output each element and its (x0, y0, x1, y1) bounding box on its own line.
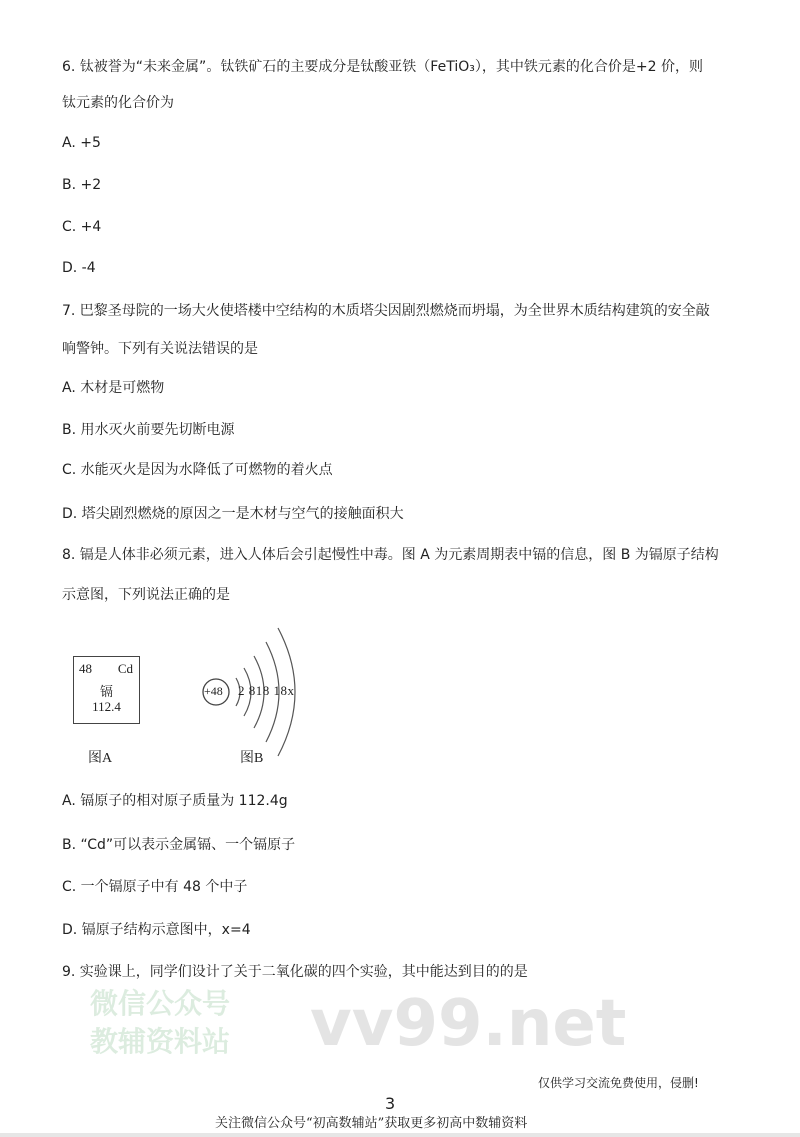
q8-option-b: B. “Cd”可以表示金属镉、一个镉原子 (62, 837, 296, 853)
q6-option-c: C. +4 (62, 219, 102, 235)
q8-option-a: A. 镉原子的相对原子质量为 112.4g (62, 793, 288, 809)
element-symbol: Cd (117, 661, 133, 676)
footer-promo: 关注微信公众号“初高数辅站”获取更多初高中数辅资料 (215, 1116, 528, 1131)
electron-shells: 2 818 18x (238, 683, 295, 698)
q6-option-a: A. +5 (62, 135, 101, 151)
page-number: 3 (385, 1094, 396, 1113)
q7-option-c: C. 水能灭火是因为水降低了可燃物的着火点 (62, 462, 333, 478)
q8-figures (60, 620, 320, 770)
atomic-number: 48 (79, 661, 92, 676)
q6-stem: 6. 钛被誉为“未来金属”。钛铁矿石的主要成分是钛酸亚铁（FeTiO₃），其中铁元素的化合价是+2 价，则 (62, 59, 703, 75)
nucleus-charge: +48 (204, 684, 223, 698)
element-name: 镉 (99, 684, 113, 699)
watermark-line2: 教辅资料站 (90, 1025, 231, 1058)
q9-stem: 9. 实验课上，同学们设计了关于二氧化碳的四个实验，其中能达到目的的是 (62, 964, 528, 980)
q6-stem: 钛元素的化合价为 (62, 95, 174, 111)
watermark-site: vv99.net (310, 987, 627, 1061)
q7-stem: 响警钟。下列有关说法错误的是 (62, 341, 258, 357)
q7-option-b: B. 用水灭火前要先切断电源 (62, 422, 235, 438)
bottom-edge (0, 1133, 800, 1137)
q8-option-d: D. 镉原子结构示意图中，x=4 (62, 922, 251, 938)
q7-option-a: A. 木材是可燃物 (62, 380, 165, 396)
figure-a-caption: 图A (88, 751, 113, 766)
q6-option-b: B. +2 (62, 177, 102, 193)
q8-option-c: C. 一个镉原子中有 48 个中子 (62, 879, 248, 895)
q8-stem: 示意图，下列说法正确的是 (62, 587, 230, 603)
q7-stem: 7. 巴黎圣母院的一场大火使塔楼中空结构的木质塔尖因剧烈燃烧而坍塌，为全世界木质结构建筑的安全敲 (62, 303, 710, 319)
q7-option-d: D. 塔尖剧烈燃烧的原因之一是木材与空气的接触面积大 (62, 506, 404, 522)
atomic-mass: 112.4 (92, 699, 121, 714)
footer-notice: 仅供学习交流免费使用，侵删! (538, 1076, 699, 1090)
q8-stem: 8. 镉是人体非必须元素，进入人体后会引起慢性中毒。图 A 为元素周期表中镉的信息，图 B 为镉原子结构 (62, 547, 719, 563)
q6-option-d: D. -4 (62, 260, 96, 276)
watermark-line1: 微信公众号 (90, 987, 231, 1020)
figure-b-caption: 图B (240, 751, 264, 766)
